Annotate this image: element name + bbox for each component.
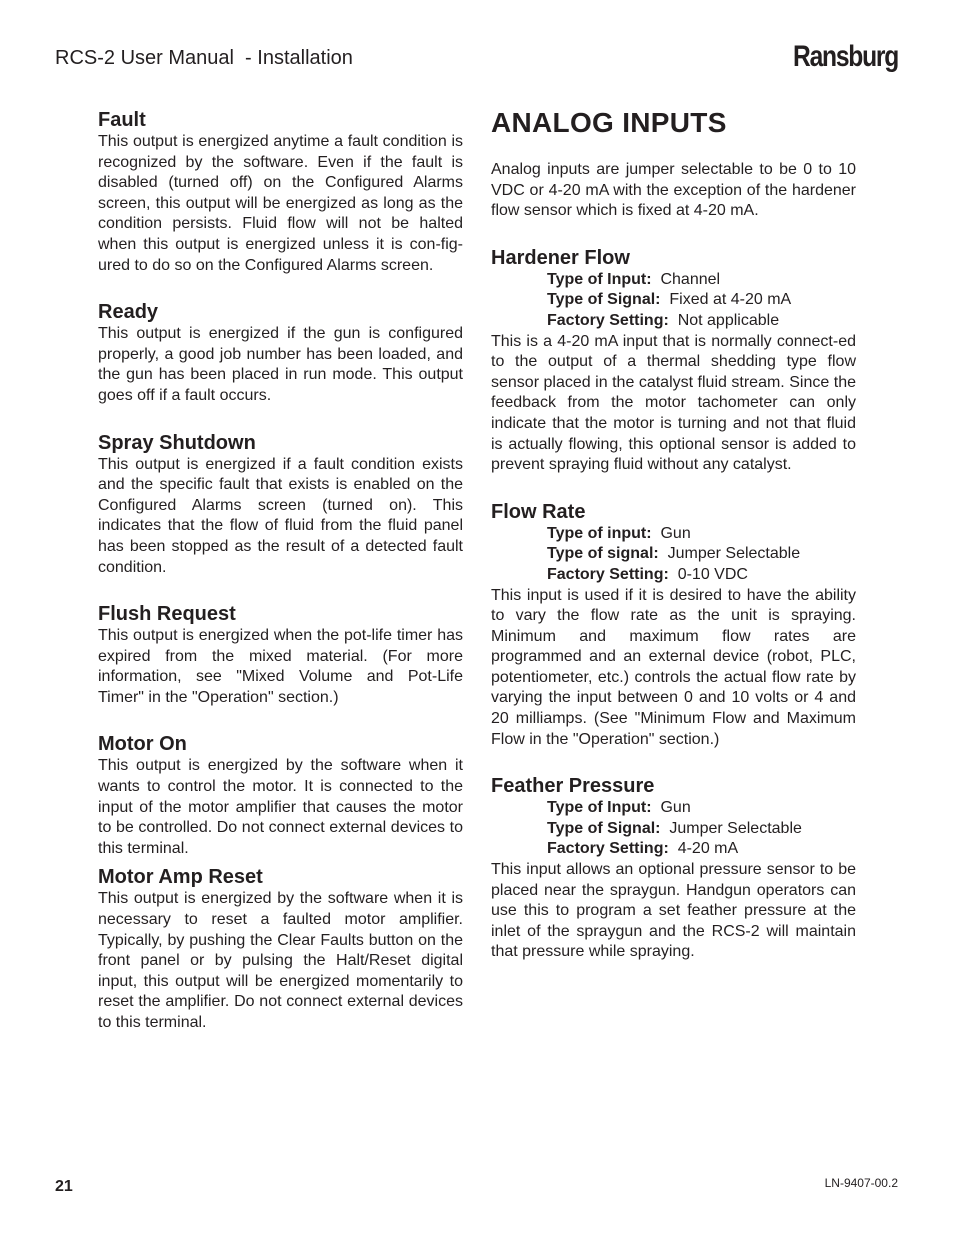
spec-value: Jumper Selectable [669,819,802,837]
spec-line [491,565,856,586]
spec-line [491,311,856,332]
section-heading: Spray Shutdown [98,431,256,454]
spec-line [491,524,856,545]
spec-value: 0-10 VDC [677,565,748,583]
spec-key: Factory Setting: [547,565,669,583]
spec-key: Type of Input: [547,799,652,817]
spec-line [491,798,856,819]
spec-key: Type of signal: [547,545,659,563]
section-body: This output is energized by the software when it wants to control the motor. It is connected to the input of the motor amplifier that causes the motor to be controlled. Do not connect external devices to this terminal. [98,757,463,857]
section-body: This output is energized if a fault condition exists and the specific fault that exists is enabled on the Configured Alarms screen (turned on). This indicates that the flow of fluid from the fluid panel has been stopped as the result of a detected fault condition. [98,455,463,576]
spec-line [491,544,856,565]
spec-line [491,839,856,860]
section-heading: Flow Rate [491,500,586,523]
header-title: RCS-2 User Manual - Installation [55,47,353,69]
section-heading: Motor Amp Reset [98,866,263,889]
section-spray-shutdown [98,431,463,579]
section-body: This output is energized when the pot-life timer has expired from the mixed material. (For more information, see "Mixed Volume and Pot-Life Timer" in the "Operation" section.) [98,627,463,706]
spec-key: Type of Input: [547,270,652,288]
intro-paragraph: Analog inputs are jumper selectable to be 0 to 10 VDC or 4-20 mA with the exception of the hardener flow sensor which is fixed at 4-20 mA. [491,161,856,220]
spec-value: Channel [660,270,721,288]
page-title: ANALOG INPUTS [491,107,727,138]
section-heading: Feather Pressure [491,775,655,798]
right-column [491,108,856,963]
section-body: This output is energized anytime a fault condition is recognized by the software. Even if the fault is disabled (turned off) on the Configured Alarms screen, this output will be energized as long as the condition persists. Fluid flow will not be halted when this output is energized unless it is con-fig-ured to do so on the Configured Alarms screen. [98,133,463,274]
spec-key: Type of input: [547,524,652,542]
spec-value: 4-20 mA [677,840,739,858]
section-heading: Ready [98,301,159,324]
section-body: This output is energized if the gun is configured properly, a good job number has been loaded, and the gun has been placed in run mode. This output goes off if a fault occurs. [98,325,463,404]
spec-key: Type of Signal: [547,819,661,837]
spec-line [491,270,856,291]
section-heading: Hardener Flow [491,246,630,269]
spec-line [491,819,856,840]
section-flow-rate [491,500,856,751]
page-number: 21 [55,1178,73,1195]
section-body: This input allows an optional pressure sensor to be placed near the spraygun. Handgun operators can use this to program a set feather pressure at the inlet of the spraygun and the RCS-2 will maintain that pressure while spraying. [491,861,856,961]
section-hardener-flow [491,246,856,476]
spec-value: Jumper Selectable [667,545,801,563]
section-fault [98,108,463,276]
spec-key: Factory Setting: [547,311,669,329]
spec-value: Not applicable [677,311,780,329]
spec-line [491,290,856,311]
section-ready [98,300,463,406]
section-body: This is a 4-20 mA input that is normally connect-ed to the output of a thermal shedding type flow sensor placed in the catalyst fluid stream. Since the feedback from the motor tachometer can only indicate that the motor is turning and not that fluid is actually flowing, this optional sensor is added to prevent spraying fluid without any catalyst. [491,332,856,474]
section-body: This output is energized by the software when it is necessary to reset a faulted motor amplifier. Typically, by pushing the Clear Faults button on the front panel or by pulsing the Halt/Reset digital input, this output will be energized momentarily to reset the amplifier. Do not connect external devices to this terminal. [98,890,463,1031]
spec-key: Type of Signal: [547,291,661,309]
brand-logo: Ransburg [793,40,898,73]
section-body: This input is used if it is desired to have the ability to vary the flow rate as the unit is spraying. Minimum and maximum flow rates are programmed and an external device (robot, PLC, potentiometer, etc.) controls the actual flow rate by varying the input between 0 and 10 volts or 4 and 20 milliamps. (See "Minimum Flow and Maximum Flow in the "Operation" section.) [491,586,856,748]
spec-value: Gun [660,524,691,542]
section-heading: Flush Request [98,603,236,626]
spec-key: Factory Setting: [547,840,669,858]
document-number: LN-9407-00.2 [824,1176,898,1190]
section-feather-pressure [491,774,856,963]
section-flush-request [98,602,463,708]
left-column [98,108,463,1034]
section-motor-amp-reset [98,865,463,1033]
spec-value: Gun [660,799,691,817]
section-heading: Motor On [98,733,187,756]
section-heading: Fault [98,109,146,131]
section-motor-on [98,732,463,859]
spec-value: Fixed at 4-20 mA [669,291,792,309]
